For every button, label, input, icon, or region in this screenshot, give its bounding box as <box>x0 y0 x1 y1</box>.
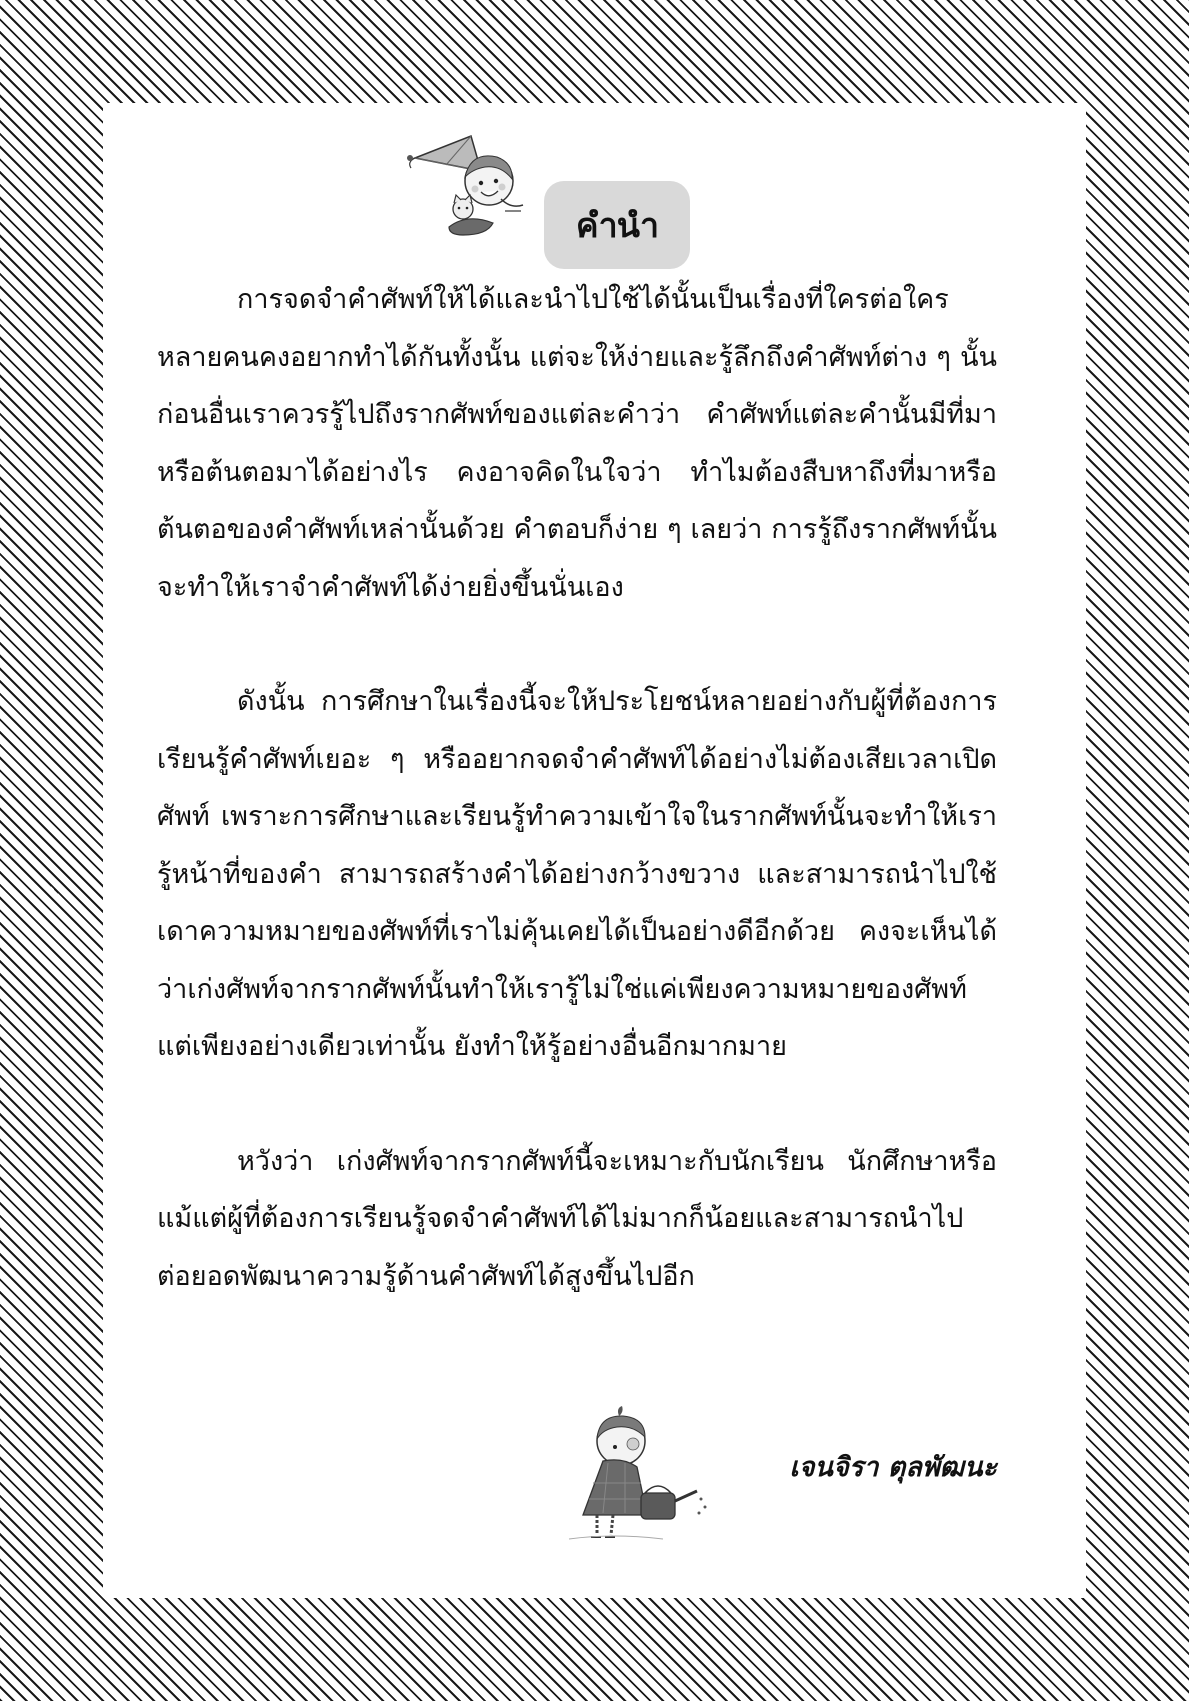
page-title: คำนำ <box>544 181 690 269</box>
paragraph-2: ดังนั้น การศึกษาในเรื่องนี้จะให้ประโยชน์หลายอย่างกับผู้ที่ต้องการเรียนรู้คำศัพท์เยอะ ๆ หรืออยากจดจำคำศัพท์ได้อย่างไม่ต้องเสียเวลาเปิดศัพท์ เพราะการศึกษาและเรียนรู้ทำความเข้าใจในรากศัพท์นั้นจะทำให้เรารู้หน้าที่ของคำ สามารถสร้างคำได้อย่างกว้างขวาง และสามารถนำไปใช้เดาความหมายของศัพท์ที่เราไม่คุ้นเคยได้เป็นอย่างดีอีกด้วย คงจะเห็นได้ว่าเก่งศัพท์จากรากศัพท์นั้นทำให้เรารู้ไม่ใช่แค่เพียงความหมายของศัพท์แต่เพียงอย่างเดียวเท่านั้น ยังทำให้รู้อย่างอื่นอีกมากมาย <box>157 686 997 1062</box>
girl-with-kite-icon <box>401 131 541 241</box>
signature-area <box>553 1403 1003 1543</box>
preface-page <box>103 103 1086 1598</box>
girl-watering-can-icon <box>553 1403 713 1543</box>
paragraph-3: หวังว่า เก่งศัพท์จากรากศัพท์นี้จะเหมาะกับนักเรียน นักศึกษาหรือแม้แต่ผู้ที่ต้องการเรียนรู้จดจำคำศัพท์ได้ไม่มากก็น้อยและสามารถนำไปต่อยอดพัฒนาความรู้ด้านคำศัพท์ได้สูงขึ้นไปอีก <box>157 1145 997 1292</box>
author-signature: เจนจิรา ตุลพัฒนะ <box>789 1452 997 1483</box>
heading-area <box>401 131 721 246</box>
preface-body <box>157 271 997 1305</box>
paragraph-1: การจดจำคำศัพท์ให้ได้และนำไปใช้ได้นั้นเป็นเรื่องที่ใครต่อใครหลายคนคงอยากทำได้กันทั้งนั้น แต่จะให้ง่ายและรู้ลึกถึงคำศัพท์ต่าง ๆ นั้น ก่อนอื่นเราควรรู้ไปถึงรากศัพท์ของแต่ละคำว่า คำศัพท์แต่ละคำนั้นมีที่มาหรือต้นตอมาได้อย่างไร คงอาจคิดในใจว่า ทำไมต้องสืบหาถึงที่มาหรือต้นตอของคำศัพท์เหล่านั้นด้วย คำตอบก็ง่าย ๆ เลยว่า การรู้ถึงรากศัพท์นั้น จะทำให้เราจำคำศัพท์ได้ง่ายยิ่งขึ้นนั่นเอง <box>157 284 997 603</box>
